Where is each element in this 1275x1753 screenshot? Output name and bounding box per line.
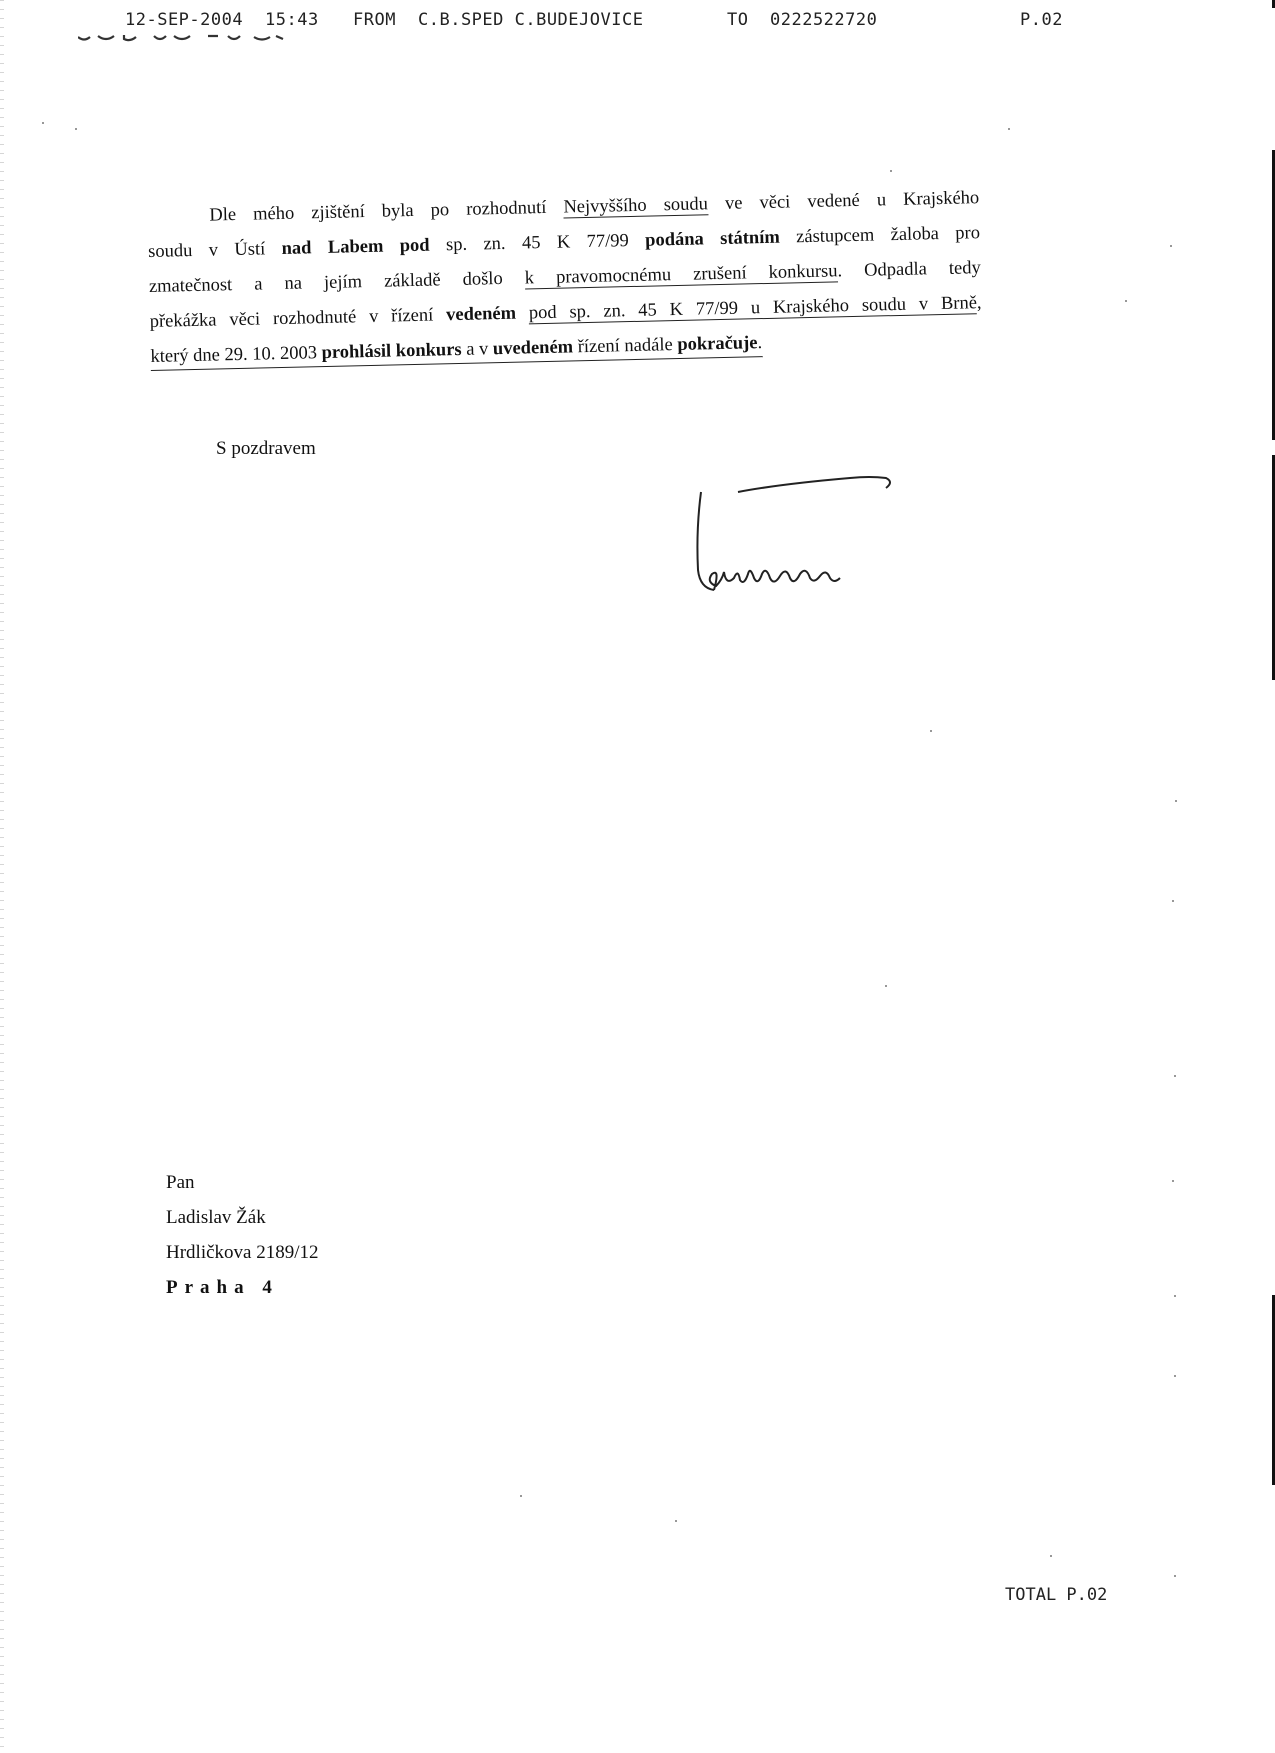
address-name: Ladislav Žák: [166, 1207, 266, 1228]
scan-speck: [1174, 1575, 1176, 1577]
letter-text-segment: pokračuje: [677, 333, 758, 356]
scan-speck: [1125, 300, 1127, 302]
fax-to-number: 0222522720: [770, 10, 878, 30]
fax-total-pages: TOTAL P.02: [1005, 1585, 1108, 1605]
letter-text-segment: který dne 29. 10. 2003: [150, 343, 322, 367]
letter-text-segment: řízení nadále: [572, 335, 678, 358]
address-street: Hrdličkova 2189/12: [166, 1242, 319, 1263]
scan-speck: [890, 170, 892, 172]
scan-speck: [1170, 245, 1172, 247]
scan-speck: [930, 730, 932, 732]
fax-time: 15:43: [265, 10, 319, 30]
fax-page-number: P.02: [1020, 10, 1063, 30]
letter-text-segment: Nejvyššího soudu: [563, 194, 709, 218]
address-city: Praha 4: [166, 1277, 279, 1298]
letter-text-segment: zmatečnost a na jejím základě došlo: [148, 268, 525, 297]
scan-speck: [520, 1495, 522, 1497]
scan-speck: [1172, 900, 1174, 902]
letter-text-segment: a v: [461, 339, 494, 360]
greeting: S pozdravem: [216, 438, 316, 459]
letter-text-segment: pod sp. zn. 45 K 77/99 u Krajského soudu v Brně: [528, 293, 978, 324]
letter-text-segment: soudu v Ústí: [147, 238, 282, 262]
scan-speck: [885, 985, 887, 987]
fax-to-label: TO: [727, 10, 749, 30]
fax-from-label: FROM: [353, 10, 396, 30]
scan-speck: [1172, 1180, 1174, 1182]
letter-text-segment: ve věci vedené u Krajského: [707, 188, 980, 215]
letter-text-segment: Dle mého zjištění byla po rozhodnutí: [209, 197, 564, 226]
recipient-address: [166, 1165, 319, 1305]
letter-text-segment: podána státním: [644, 227, 781, 251]
scan-speck: [42, 122, 44, 124]
letter-text-segment: . Odpadla tedy: [837, 258, 981, 282]
scan-edge-dots: [0, 0, 4, 1753]
handwritten-signature: [690, 470, 900, 620]
scan-speck: [675, 1520, 677, 1522]
address-salutation: Pan: [166, 1172, 195, 1193]
letter-text-segment: uvedeném: [492, 337, 574, 360]
letter-text-segment: nad Labem pod: [281, 235, 430, 259]
cropped-header-artifact: [78, 33, 288, 43]
letter-text-segment: sp. zn. 45 K 77/99: [429, 230, 646, 256]
letter-text-segment: zástupcem žaloba pro: [779, 223, 981, 248]
scan-speck: [1174, 1075, 1176, 1077]
scan-speck: [1174, 1375, 1176, 1377]
fax-sender: C.B.SPED C.BUDEJOVICE: [418, 10, 644, 30]
letter-text-segment: .: [757, 333, 763, 354]
letter-text-segment: překážka věci rozhodnuté v řízení: [149, 305, 447, 332]
scan-speck: [1008, 128, 1010, 130]
scan-speck: [75, 128, 77, 130]
letter-text-segment: ,: [976, 293, 982, 314]
letter-text-segment: [516, 303, 529, 323]
fax-header: [125, 10, 1075, 34]
letter-body: [147, 181, 983, 375]
scan-speck: [1050, 1555, 1052, 1557]
letter-text-segment: k pravomocnému zrušení konkursu: [524, 261, 838, 289]
scan-speck: [1175, 800, 1177, 802]
scan-speck: [1174, 1295, 1176, 1297]
fax-date: 12-SEP-2004: [125, 10, 244, 30]
letter-text-segment: prohlásil konkurs: [321, 339, 462, 364]
letter-text-segment: vedeném: [445, 303, 517, 326]
